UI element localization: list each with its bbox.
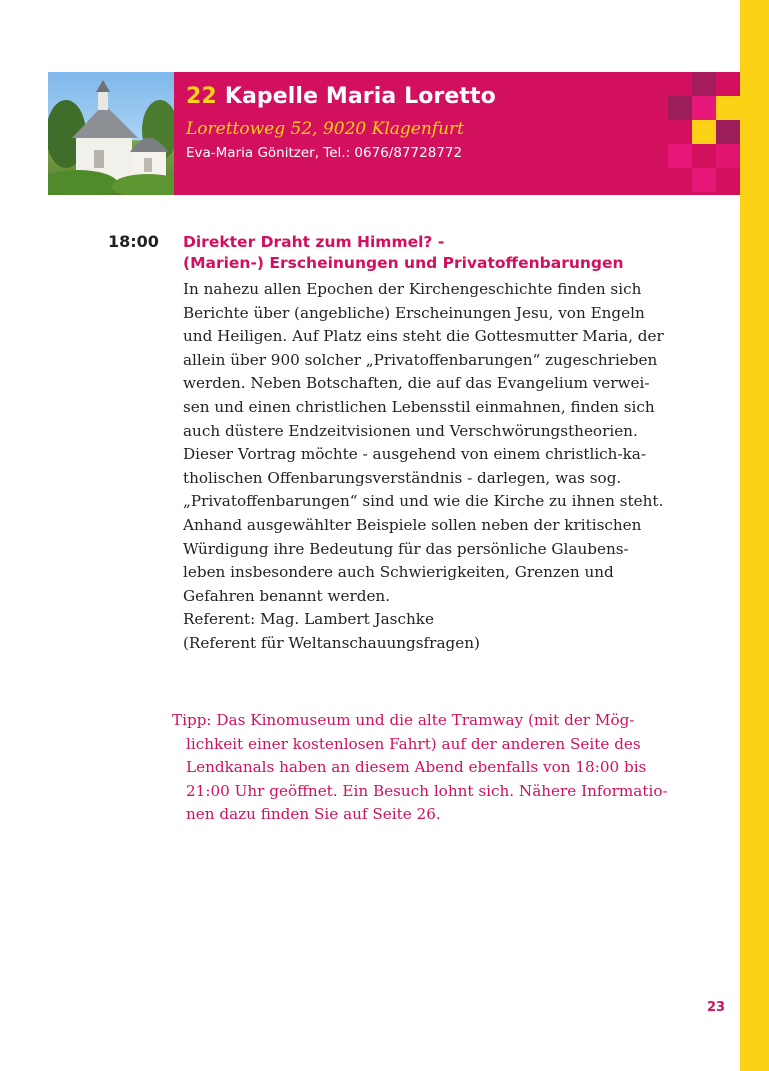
description-line: Anhand ausgewählter Beispiele sollen neben der kritischen [183,515,642,534]
description-line: tholischen Offenbarungsverständnis - darlegen, was sog. [183,468,622,487]
event-time: 18:00 [108,232,159,251]
pattern-square [716,120,740,144]
pattern-square [716,144,740,168]
description-line: Dieser Vortrag möchte - ausgehend von einem christlich-ka- [183,445,646,464]
venue-address: Lorettoweg 52, 9020 Klagenfurt [186,119,464,139]
pattern-square [716,96,740,120]
tip-line: Lendkanals haben an diesem Abend ebenfalls von 18:00 bis [186,758,647,777]
description-line: In nahezu allen Epochen der Kirchengeschichte finden sich [183,280,642,298]
venue-contact: Eva-Maria Gönitzer, Tel.: 0676/87728772 [186,145,463,161]
description-line: Gefahren benannt werden. [183,586,391,605]
tip-line: Tipp: Das Kinomuseum und die alte Tramway (mit der Mög- [172,711,635,729]
event-title [183,232,733,274]
pattern-square [692,96,716,120]
description-line: auch düstere Endzeitvisionen und Verschwörungstheorien. [183,421,638,440]
pattern-square [692,120,716,144]
venue-number: 22 [186,84,217,109]
tip-line: nen dazu finden Sie auf Seite 26. [186,805,441,824]
description-line: werden. Neben Botschaften, die auf das Evangelium verwei- [183,374,650,393]
description-line: „Privatoffenbarungen“ sind und wie die Kirche zu ihnen steht. [183,492,664,511]
pattern-square [668,144,692,168]
venue-title [186,84,496,109]
event-description [183,278,739,656]
chapel-illustration [48,72,174,195]
description-line: sen und einen christlichen Lebensstil einmahnen, finden sich [183,397,655,416]
description-line: Würdigung ihre Bedeutung für das persönliche Glaubens- [183,539,629,558]
tip-line: 21:00 Uhr geöffnet. Ein Besuch lohnt sich. Nähere Informatio- [186,781,668,800]
tip-note [172,709,734,827]
event-title-line: (Marien-) Erscheinungen und Privatoffenbarungen [183,254,624,272]
pattern-square [692,168,716,192]
speaker-line: Referent: Mag. Lambert Jaschke [183,610,434,629]
decorative-square-pattern [668,72,766,195]
description-line: und Heiligen. Auf Platz eins steht die Gottesmutter Maria, der [183,327,664,346]
description-line: allein über 900 solcher „Privatoffenbarungen“ zugeschrieben [183,350,658,369]
venue-name: Kapelle Maria Loretto [224,84,496,109]
description-line: Berichte über (angebliche) Erscheinungen Jesu, von Engeln [183,303,645,322]
pattern-square [692,72,716,96]
description-line: leben insbesondere auch Schwierigkeiten, Grenzen und [183,563,614,582]
event-title-line: Direkter Draht zum Himmel? - [183,233,445,251]
speaker-role-line: (Referent für Weltanschauungsfragen) [183,633,480,652]
chapel-photo [48,72,174,195]
pattern-square [668,96,692,120]
page-number: 23 [707,1000,726,1015]
tip-line: lichkeit einer kostenlosen Fahrt) auf der anderen Seite des [186,734,641,753]
